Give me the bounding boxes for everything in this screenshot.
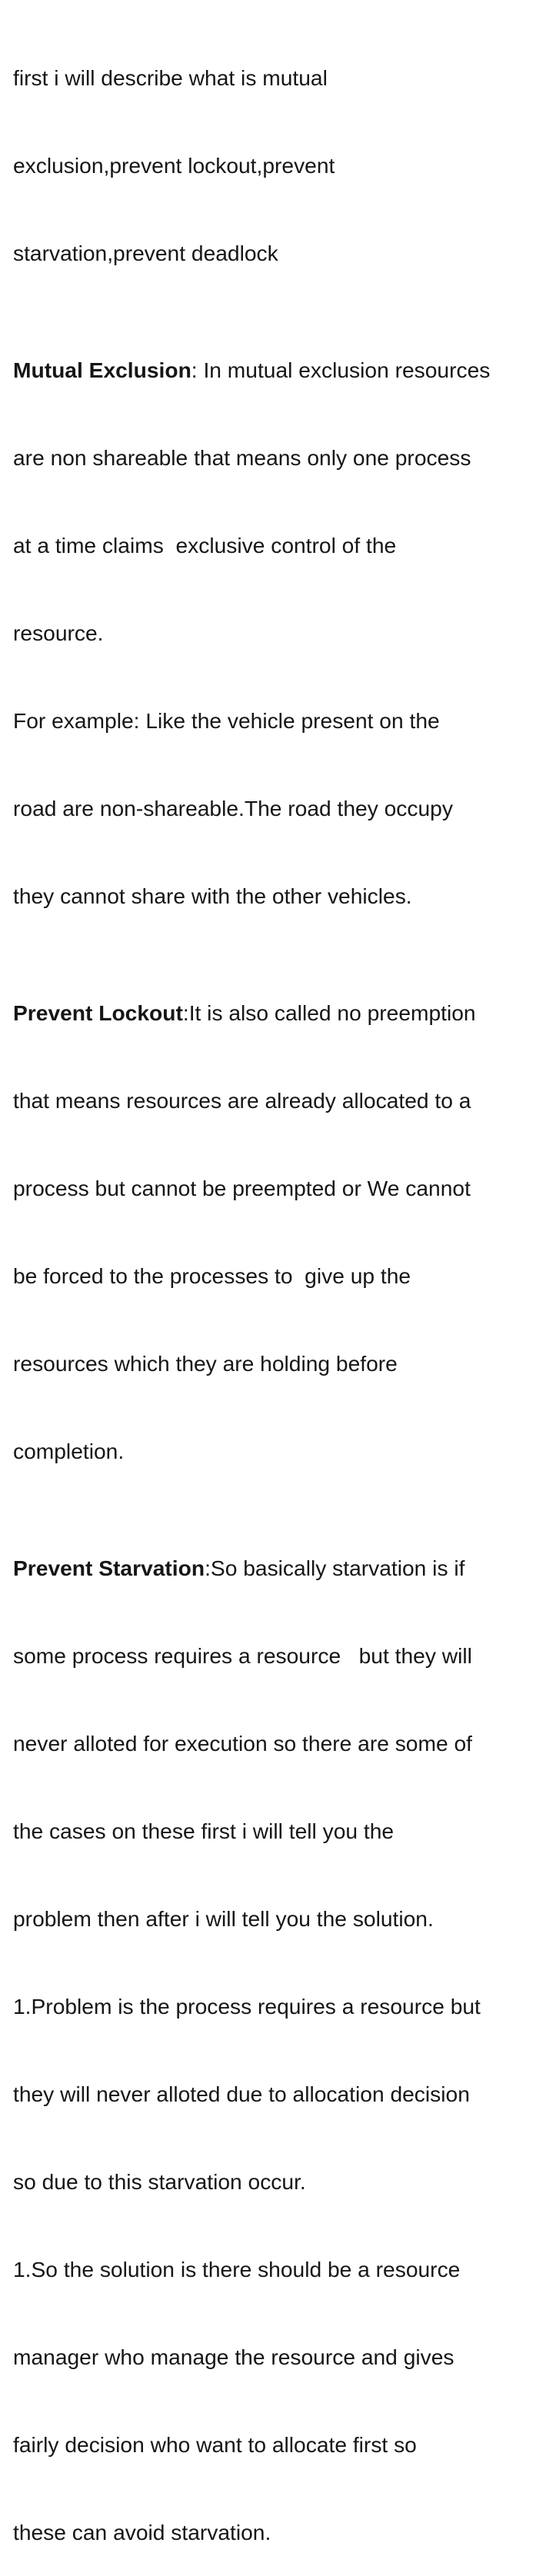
- mutual-exclusion-line: resource.: [13, 621, 104, 645]
- mutual-exclusion-line: they cannot share with the other vehicles.: [13, 884, 412, 908]
- prevent-starvation-line: problem then after i will tell you the solution.: [13, 1906, 434, 1931]
- mutual-exclusion-line: at a time claims exclusive control of the: [13, 533, 397, 557]
- prevent-starvation-line: so due to this starvation occur.: [13, 2169, 306, 2194]
- mutual-exclusion-heading: Mutual Exclusion: [13, 358, 191, 382]
- prevent-starvation-line: some process requires a resource but they will: [13, 1643, 472, 1668]
- prevent-starvation-line: they will never alloted due to allocation decision: [13, 2082, 470, 2106]
- prevent-lockout-line: that means resources are already allocated to a: [13, 1088, 471, 1113]
- prevent-starvation-line: 1.So the solution is there should be a resource: [13, 2257, 461, 2281]
- intro-line: first i will describe what is mutual: [13, 65, 328, 90]
- mutual-exclusion-text: : In mutual exclusion resources: [191, 358, 491, 382]
- prevent-lockout-line: completion.: [13, 1439, 125, 1463]
- mutual-exclusion-line: road are non-shareable.The road they occupy: [13, 796, 453, 820]
- prevent-starvation-line: these can avoid starvation.: [13, 2520, 271, 2544]
- intro-line: exclusion,prevent lockout,prevent: [13, 153, 335, 178]
- prevent-starvation-text: :So basically starvation is if: [205, 1556, 465, 1580]
- mutual-exclusion-line: For example: Like the vehicle present on the: [13, 708, 440, 733]
- prevent-lockout-line: resources which they are holding before: [13, 1351, 398, 1376]
- prevent-starvation-first-line: [13, 1553, 546, 1583]
- prevent-lockout-line: process but cannot be preempted or We cannot: [13, 1176, 471, 1200]
- intro-line: starvation,prevent deadlock: [13, 241, 278, 265]
- prevent-lockout-line: be forced to the processes to give up the: [13, 1263, 411, 1288]
- prevent-starvation-line: 1.Problem is the process requires a resource but: [13, 1994, 481, 2019]
- prevent-starvation-line: the cases on these first i will tell you the: [13, 1819, 395, 1843]
- prevent-starvation-line: never alloted for execution so there are some of: [13, 1731, 472, 1756]
- prevent-lockout-heading: Prevent Lockout: [13, 1000, 183, 1025]
- mutual-exclusion-line: are non shareable that means only one process: [13, 445, 471, 470]
- document-body: [13, 5, 546, 2576]
- prevent-lockout-first-line: [13, 998, 546, 1027]
- mutual-exclusion-first-line: [13, 355, 546, 384]
- prevent-starvation-line: manager who manage the resource and gives: [13, 2345, 454, 2369]
- prevent-starvation-heading: Prevent Starvation: [13, 1556, 205, 1580]
- prevent-lockout-text: :It is also called no preemption: [182, 1000, 476, 1025]
- prevent-starvation-line: fairly decision who want to allocate first so: [13, 2432, 417, 2457]
